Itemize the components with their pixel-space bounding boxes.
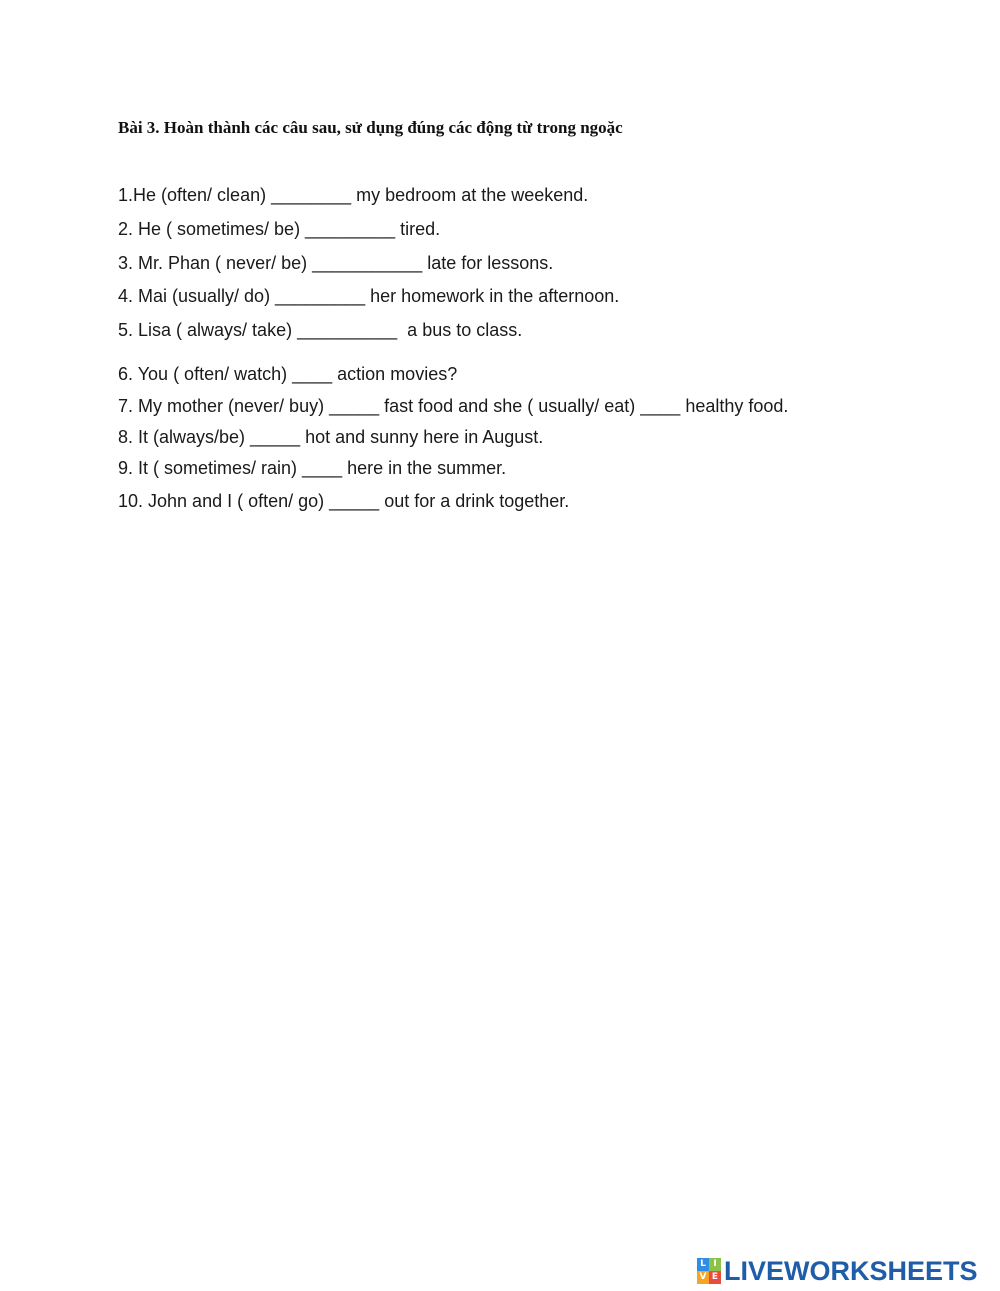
logo-letter-i: I (709, 1258, 721, 1271)
sentence-10: 10. John and I ( often/ go) _____ out for a drink together. (118, 491, 570, 511)
liveworksheets-logo-icon (697, 1258, 721, 1284)
sentence-3: 3. Mr. Phan ( never/ be) ___________ late for lessons. (118, 253, 554, 273)
sentence-2: 2. He ( sometimes/ be) _________ tired. (118, 219, 441, 239)
logo-letter-l: L (697, 1258, 709, 1271)
sentence-6: 6. You ( often/ watch) ____ action movies? (118, 364, 458, 384)
liveworksheets-brand (697, 1258, 978, 1284)
sentence-8: 8. It (always/be) _____ hot and sunny here in August. (118, 427, 544, 447)
sentence-4: 4. Mai (usually/ do) _________ her homework in the afternoon. (118, 286, 620, 306)
sentence-9: 9. It ( sometimes/ rain) ____ here in the summer. (118, 458, 507, 478)
brand-name: LIVEWORKSHEETS (724, 1256, 978, 1286)
logo-letter-v: V (697, 1271, 709, 1284)
logo-letter-e: E (709, 1271, 721, 1284)
exercise-title: Bài 3. Hoàn thành các câu sau, sử dụng đúng các động từ trong ngoặc (118, 118, 623, 137)
sentence-5: 5. Lisa ( always/ take) __________ a bus to class. (118, 320, 523, 340)
sentence-1: 1.He (often/ clean) ________ my bedroom at the weekend. (118, 185, 589, 205)
sentence-7: 7. My mother (never/ buy) _____ fast food and she ( usually/ eat) ____ healthy food. (118, 396, 789, 416)
